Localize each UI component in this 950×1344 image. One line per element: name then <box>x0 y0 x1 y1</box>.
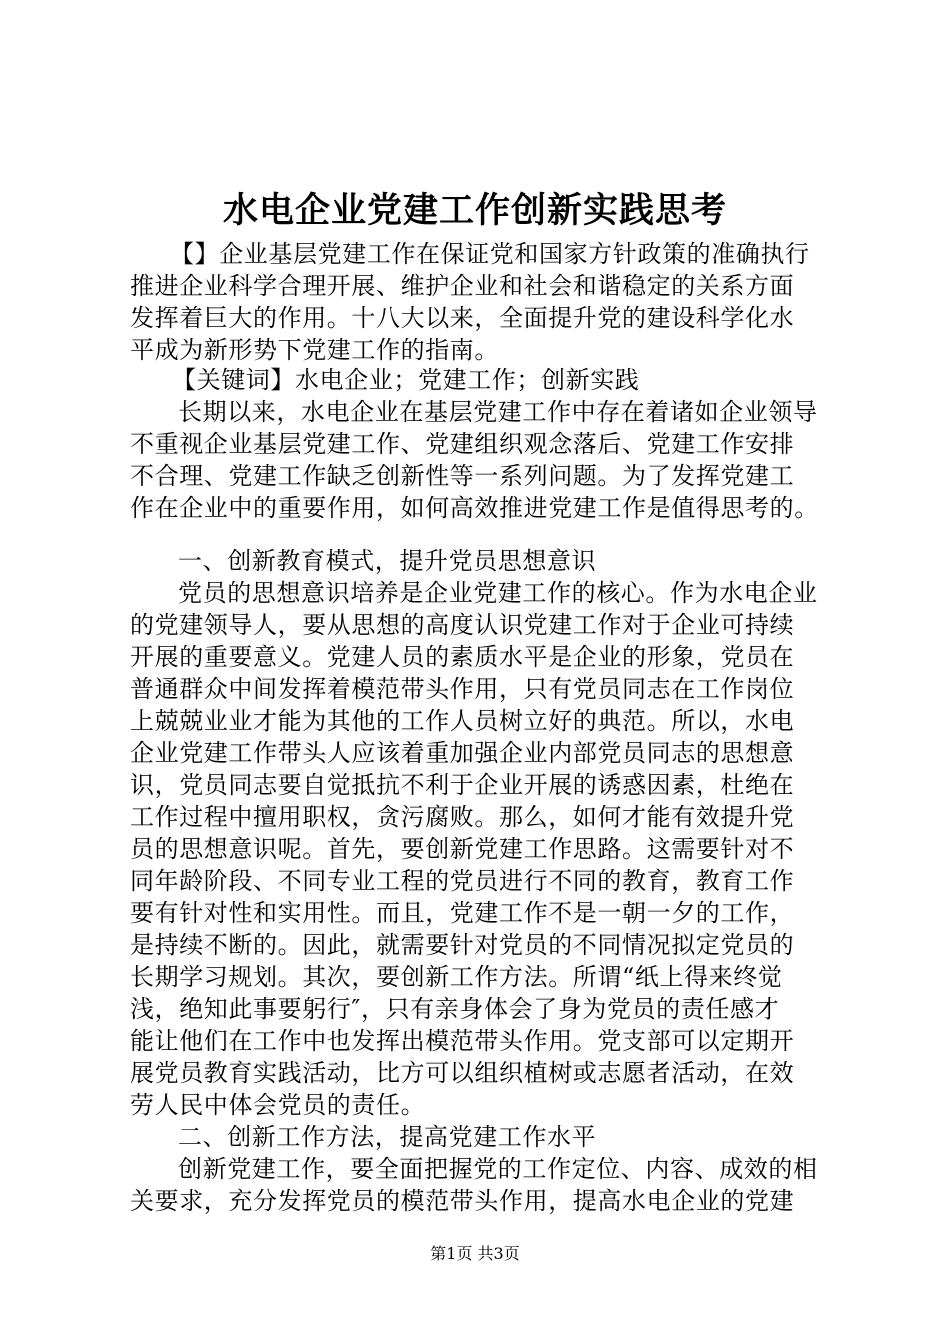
abstract-line-2: 推进企业科学合理开展、维护企业和社会和谐稳定的关系方面 <box>130 272 795 300</box>
section1-line-13: 长期学习规划。其次，要创新工作方法。所谓“纸上得来终觉 <box>130 963 783 991</box>
abstract-line-3: 发挥着巨大的作用。十八大以来，全面提升党的建设科学化水 <box>130 304 795 332</box>
section1-line-12: 是持续不断的。因此，就需要针对党员的不同情况拟定党员的 <box>130 931 795 959</box>
section1-line-15: 能让他们在工作中也发挥出模范带头作用。党支部可以定期开 <box>130 1027 795 1055</box>
section1-line-2: 的党建领导人，要从思想的高度认识党建工作对于企业可持续 <box>130 611 795 639</box>
section1-line-8: 工作过程中擅用职权，贪污腐败。那么，如何才能有效提升党 <box>130 803 795 831</box>
page-number: 第1页 共3页 <box>430 1244 520 1263</box>
section1-line-17: 劳人民中体会党员的责任。 <box>130 1091 426 1119</box>
section1-line-5: 上兢兢业业才能为其他的工作人员树立好的典范。所以，水电 <box>130 707 795 735</box>
section1-line-4: 普通群众中间发挥着模范带头作用，只有党员同志在工作岗位 <box>130 675 795 703</box>
section-heading-2: 二、创新工作方法，提高党建工作水平 <box>178 1123 597 1151</box>
intro-line-4: 作在企业中的重要作用，如何高效推进党建工作是值得思考的。 <box>130 494 819 522</box>
document-title: 水电企业党建工作创新实践思考 <box>222 190 727 231</box>
section1-line-7: 识，党员同志要自觉抵抗不利于企业开展的诱惑因素，杜绝在 <box>130 771 795 799</box>
section1-line-6: 企业党建工作带头人应该着重加强企业内部党员同志的思想意 <box>130 739 795 767</box>
section1-line-16: 展党员教育实践活动，比方可以组织植树或志愿者活动，在效 <box>130 1059 795 1087</box>
intro-line-1: 长期以来，水电企业在基层党建工作中存在着诸如企业领导 <box>178 398 818 426</box>
section1-line-3: 开展的重要意义。党建人员的素质水平是企业的形象，党员在 <box>130 643 795 671</box>
section1-line-14: 浅，绝知此事要躬行″，只有亲身体会了身为党员的责任感才 <box>130 995 780 1023</box>
section1-line-9: 员的思想意识呢。首先，要创新党建工作思路。这需要针对不 <box>130 835 795 863</box>
keywords-line: 【关键词】水电企业；党建工作；创新实践 <box>172 366 640 394</box>
abstract-line-1: 【】企业基层党建工作在保证党和国家方针政策的准确执行 <box>170 240 810 268</box>
section-heading-1: 一、创新教育模式，提升党员思想意识 <box>178 547 597 575</box>
section2-line-1: 创新党建工作，要全面把握党的工作定位、内容、成效的相 <box>178 1155 818 1183</box>
intro-line-2: 不重视企业基层党建工作、党建组织观念落后、党建工作安排 <box>130 430 795 458</box>
section1-line-1: 党员的思想意识培养是企业党建工作的核心。作为水电企业 <box>178 579 818 607</box>
intro-line-3: 不合理、党建工作缺乏创新性等一系列问题。为了发挥党建工 <box>130 462 795 490</box>
section2-line-2: 关要求，充分发挥党员的模范带头作用，提高水电企业的党建 <box>130 1187 795 1215</box>
abstract-line-4: 平成为新形势下党建工作的指南。 <box>130 336 499 364</box>
section1-line-11: 要有针对性和实用性。而且，党建工作不是一朝一夕的工作， <box>130 899 795 927</box>
section1-line-10: 同年龄阶段、不同专业工程的党员进行不同的教育，教育工作 <box>130 867 795 895</box>
